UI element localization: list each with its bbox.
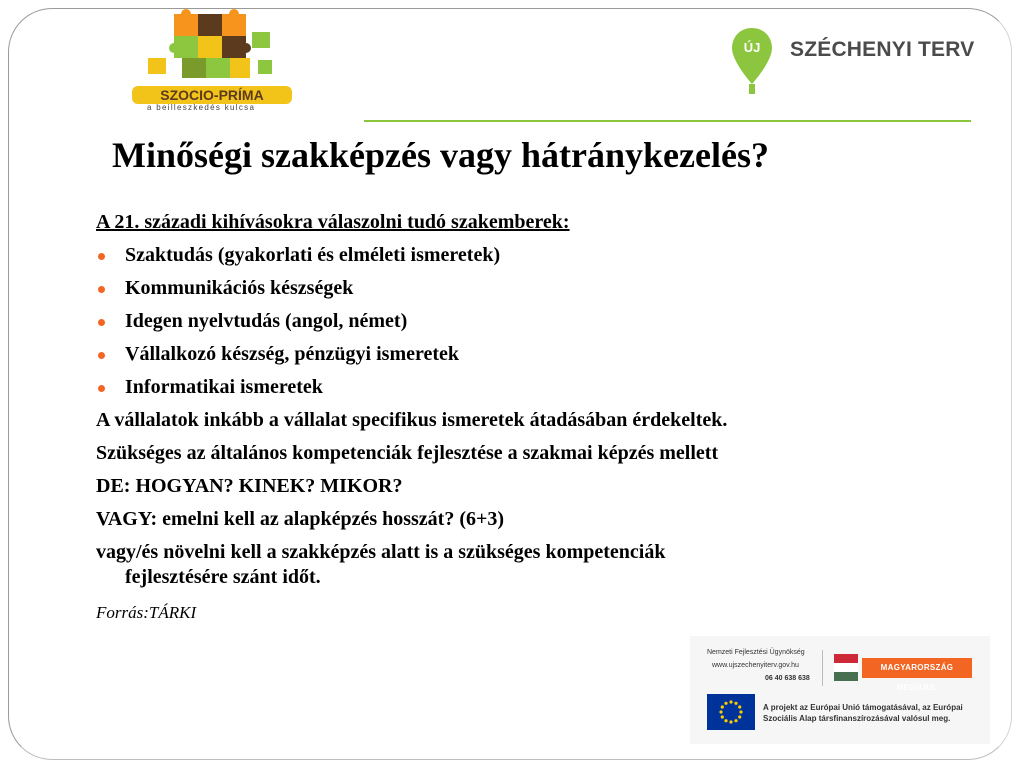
paragraph-line: vagy/és növelni kell a szakképzés alatt is a szükséges kompetenciák xyxy=(96,541,666,563)
paragraph: DE: HOGYAN? KINEK? MIKOR? xyxy=(96,475,403,497)
paragraph xyxy=(96,540,936,590)
eu-funding-note: A projekt az Európai Unió támogatásával, az Európai Szociális Alap társfinanszírozásával valósul meg. xyxy=(763,703,963,723)
map-pin-icon xyxy=(732,28,772,94)
logo-right-name: SZÉCHENYI TERV xyxy=(790,38,975,61)
footer-divider xyxy=(822,650,823,686)
bullet-icon xyxy=(98,286,105,293)
szechenyi-terv-logo xyxy=(730,26,980,98)
logo-wordmark xyxy=(132,86,292,104)
paragraph: VAGY: emelni kell az alapképzés hosszát? (6+3) xyxy=(96,508,505,530)
bullet-icon xyxy=(98,385,105,392)
logo-badge-text: ÚJ xyxy=(743,40,761,55)
slide-title: Minőségi szakképzés vagy hátránykezelés? xyxy=(112,135,769,175)
paragraph: A vállalatok inkább a vállalat specifikus ismeretek átadásában érdekeltek. xyxy=(96,409,728,431)
agency-url: www.ujszechenyiterv.gov.hu xyxy=(712,662,799,669)
hungary-renews-banner: MAGYARORSZÁG MEGÚJUL xyxy=(862,658,972,678)
header-divider xyxy=(364,120,971,122)
agency-phone: 06 40 638 638 xyxy=(765,675,810,682)
bullet-icon xyxy=(98,352,105,359)
bullet-icon xyxy=(98,253,105,260)
puzzle-pieces-icon xyxy=(148,9,272,78)
source-note: Forrás:TÁRKI xyxy=(96,603,197,622)
agency-name: Nemzeti Fejlesztési Ügynökség xyxy=(707,649,805,656)
paragraph-line: fejlesztésére szánt időt. xyxy=(125,566,321,588)
logo-tagline: a beilleszkedés kulcsa xyxy=(147,103,256,112)
subtitle: A 21. századi kihívásokra válaszolni tudó szakemberek: xyxy=(96,211,570,233)
eu-flag-icon xyxy=(707,694,755,730)
paragraph: Szükséges az általános kompetenciák fejlesztése a szakmai képzés mellett xyxy=(96,442,719,464)
svg-text:SZOCIO-PRÍMA: SZOCIO-PRÍMA xyxy=(160,87,264,103)
bullet-icon xyxy=(98,319,105,326)
hungary-flag-icon xyxy=(834,654,858,681)
